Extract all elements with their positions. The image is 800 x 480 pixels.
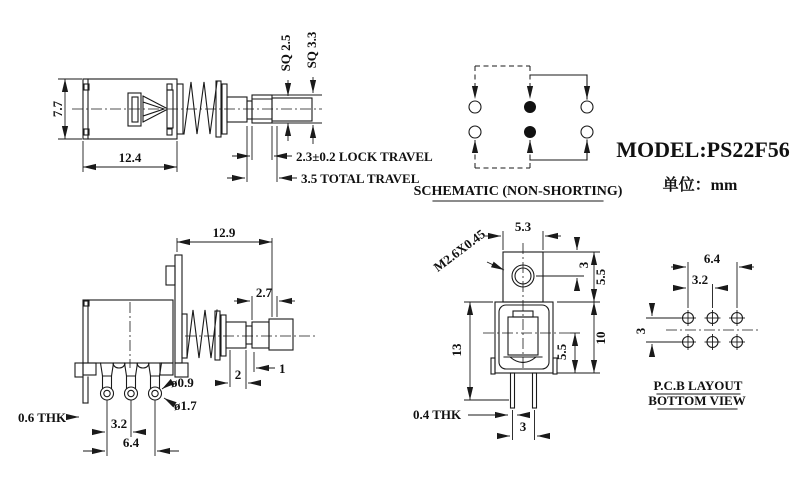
dim-sq-large: SQ 3.3 [304,31,319,69]
pcb-caption-line1: P.C.B LAYOUT [653,378,743,393]
dim-ring-dia: ø1.7 [174,398,197,413]
terminal-common [524,126,536,138]
dim-pin-thickness: 0.4 THK [413,407,462,422]
mounting-bracket [175,255,182,363]
pcb-caption-line2: BOTTOM VIEW [648,393,746,408]
pin [533,373,537,408]
model-title: MODEL:PS22F56 [616,137,790,162]
schematic-caption: SCHEMATIC (NON-SHORTING) [413,184,623,199]
dim-center-offset: 5.5 [554,343,569,361]
title-block [616,137,790,194]
dim-pin-pitch: 3.2 [110,416,128,431]
dim-total-length: 12.9 [212,225,236,240]
terminal-open [469,101,481,113]
terminal-eyelet [125,387,138,400]
terminal-eyelet [101,387,114,400]
unit-label: 单位：mm [662,177,738,194]
terminal-eyelet [149,387,162,400]
terminal-open [581,101,593,113]
dim-col-span: 6.4 [703,251,721,266]
plunger-tip [269,319,293,350]
front-view-drawing [413,219,608,440]
dim-tab-height: 5.5 [593,268,608,286]
dim-body-height: 10 [593,331,608,345]
spring [187,310,217,358]
dim-col-pitch: 3.2 [691,272,709,287]
dim-body-length: 12.4 [118,150,142,165]
dim-hole-offset: 3 [576,261,591,269]
dim-pin-pitch: 3 [519,419,527,434]
dim-overall-height: 13 [449,343,464,357]
dim-bracket-thickness: 0.6 THK [18,410,67,425]
dim-sq-small: SQ 2.5 [278,34,293,72]
switch-body [83,300,173,363]
dim-lock-travel: 2.3±0.2 LOCK TRAVEL [296,149,433,164]
side-view-drawing [50,31,433,186]
dim-shaft: 2 [234,367,242,382]
thread-label: M2.6X0.45 [430,226,489,275]
pcb-layout-drawing [633,251,758,409]
dim-total-travel: 3.5 TOTAL TRAVEL [301,171,420,186]
plunger-shaft [227,97,247,122]
dim-pin-span: 6.4 [122,435,140,450]
dim-tip-length: 2.7 [255,285,273,300]
mount-side-view [18,225,318,456]
plunger-tip [272,98,312,121]
spring [184,82,217,134]
dim-tab-width: 5.3 [514,219,532,234]
terminal-open [469,126,481,138]
pin [511,373,515,408]
terminal-common [524,101,536,113]
dim-body-height: 7.7 [50,100,65,118]
schematic-diagram [414,66,623,201]
dim-hole-dia: ø0.9 [171,375,194,390]
dim-row-pitch: 3 [633,327,648,335]
dim-neck: 1 [279,361,286,376]
terminal-open [581,126,593,138]
